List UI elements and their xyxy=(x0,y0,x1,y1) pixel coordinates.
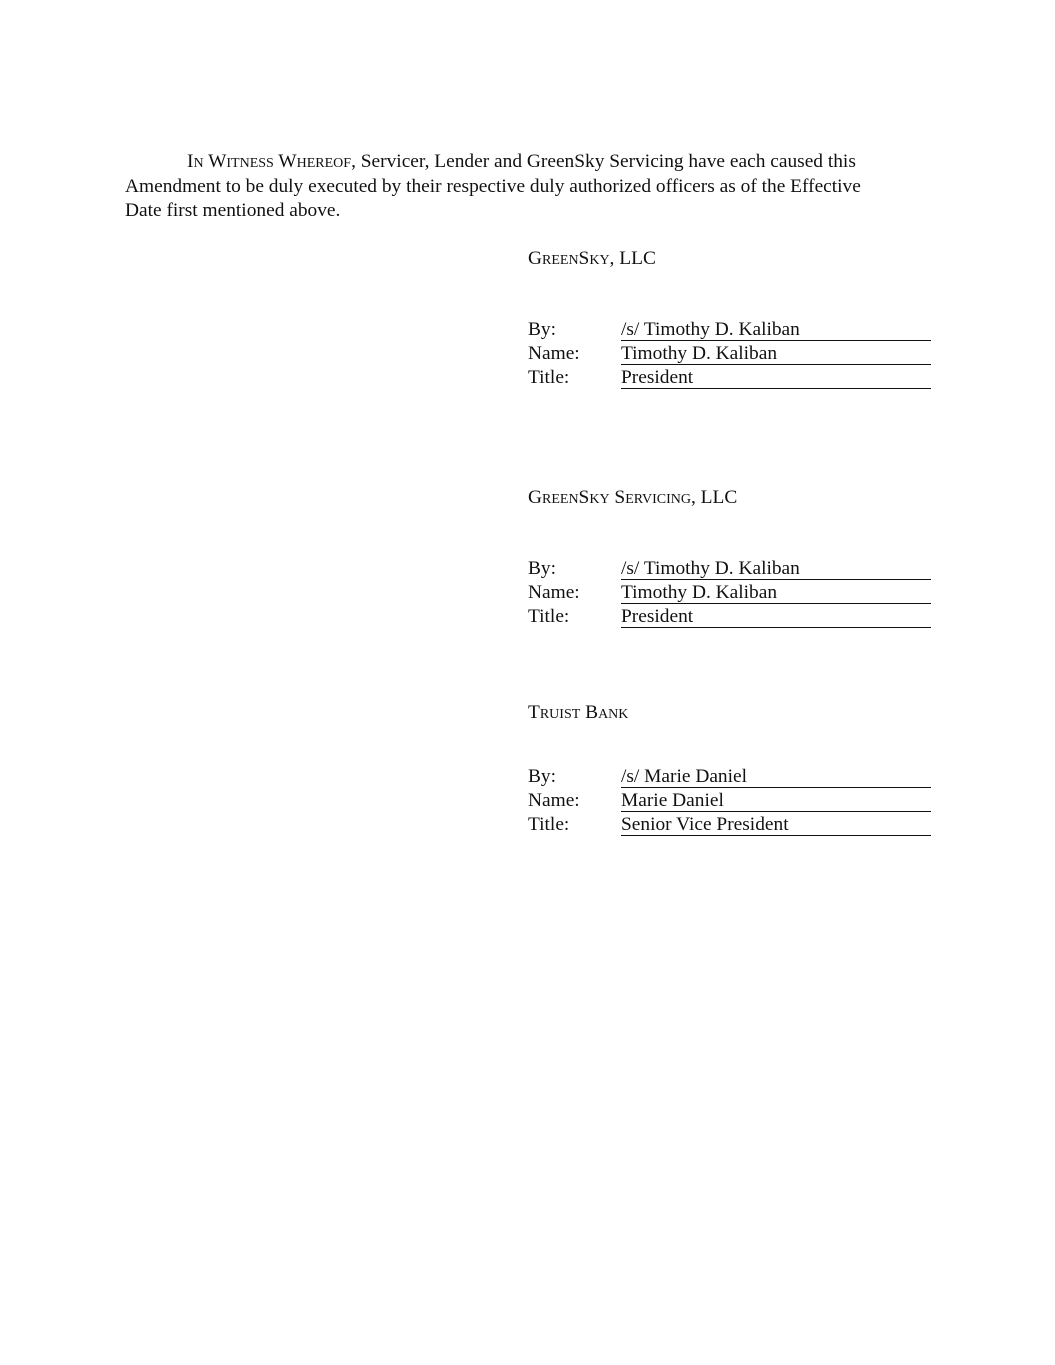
signature-row-name xyxy=(528,789,932,813)
title-label: Title: xyxy=(528,814,570,835)
entity-name: GreenSky, LLC xyxy=(528,248,656,269)
title-label: Title: xyxy=(528,367,570,388)
name-label: Name: xyxy=(528,582,580,603)
signature-row-title xyxy=(528,813,932,837)
signature-line: /s/ Marie Daniel xyxy=(621,765,931,788)
name-line: Timothy D. Kaliban xyxy=(621,342,931,365)
witness-line-2: Amendment to be duly executed by their respective duly authorized officers as of the Effective xyxy=(125,175,861,197)
entity-name: Truist Bank xyxy=(528,702,629,723)
by-label: By: xyxy=(528,766,557,787)
title-line: President xyxy=(621,605,931,628)
title-line: President xyxy=(621,366,931,389)
signature-row-by xyxy=(528,318,932,342)
witness-line-1 xyxy=(125,150,915,175)
witness-paragraph xyxy=(125,150,915,224)
signature-line: /s/ Timothy D. Kaliban xyxy=(621,557,931,580)
title-label: Title: xyxy=(528,606,570,627)
signature-row-title xyxy=(528,366,932,390)
witness-lead-in: In Witness Whereof xyxy=(187,151,352,172)
entity-name: GreenSky Servicing, LLC xyxy=(528,487,738,508)
signature-row-title xyxy=(528,605,932,629)
name-label: Name: xyxy=(528,343,580,364)
signature-row-by xyxy=(528,557,932,581)
witness-line-1-text: , Servicer, Lender and GreenSky Servicing have each caused this xyxy=(351,151,856,172)
by-label: By: xyxy=(528,558,557,579)
witness-line-3: Date first mentioned above. xyxy=(125,200,341,221)
signature-row-name xyxy=(528,342,932,366)
title-line: Senior Vice President xyxy=(621,813,931,836)
signature-line: /s/ Timothy D. Kaliban xyxy=(621,318,931,341)
name-label: Name: xyxy=(528,790,580,811)
signature-row-name xyxy=(528,581,932,605)
signature-row-by xyxy=(528,765,932,789)
name-line: Timothy D. Kaliban xyxy=(621,581,931,604)
name-line: Marie Daniel xyxy=(621,789,931,812)
by-label: By: xyxy=(528,319,557,340)
